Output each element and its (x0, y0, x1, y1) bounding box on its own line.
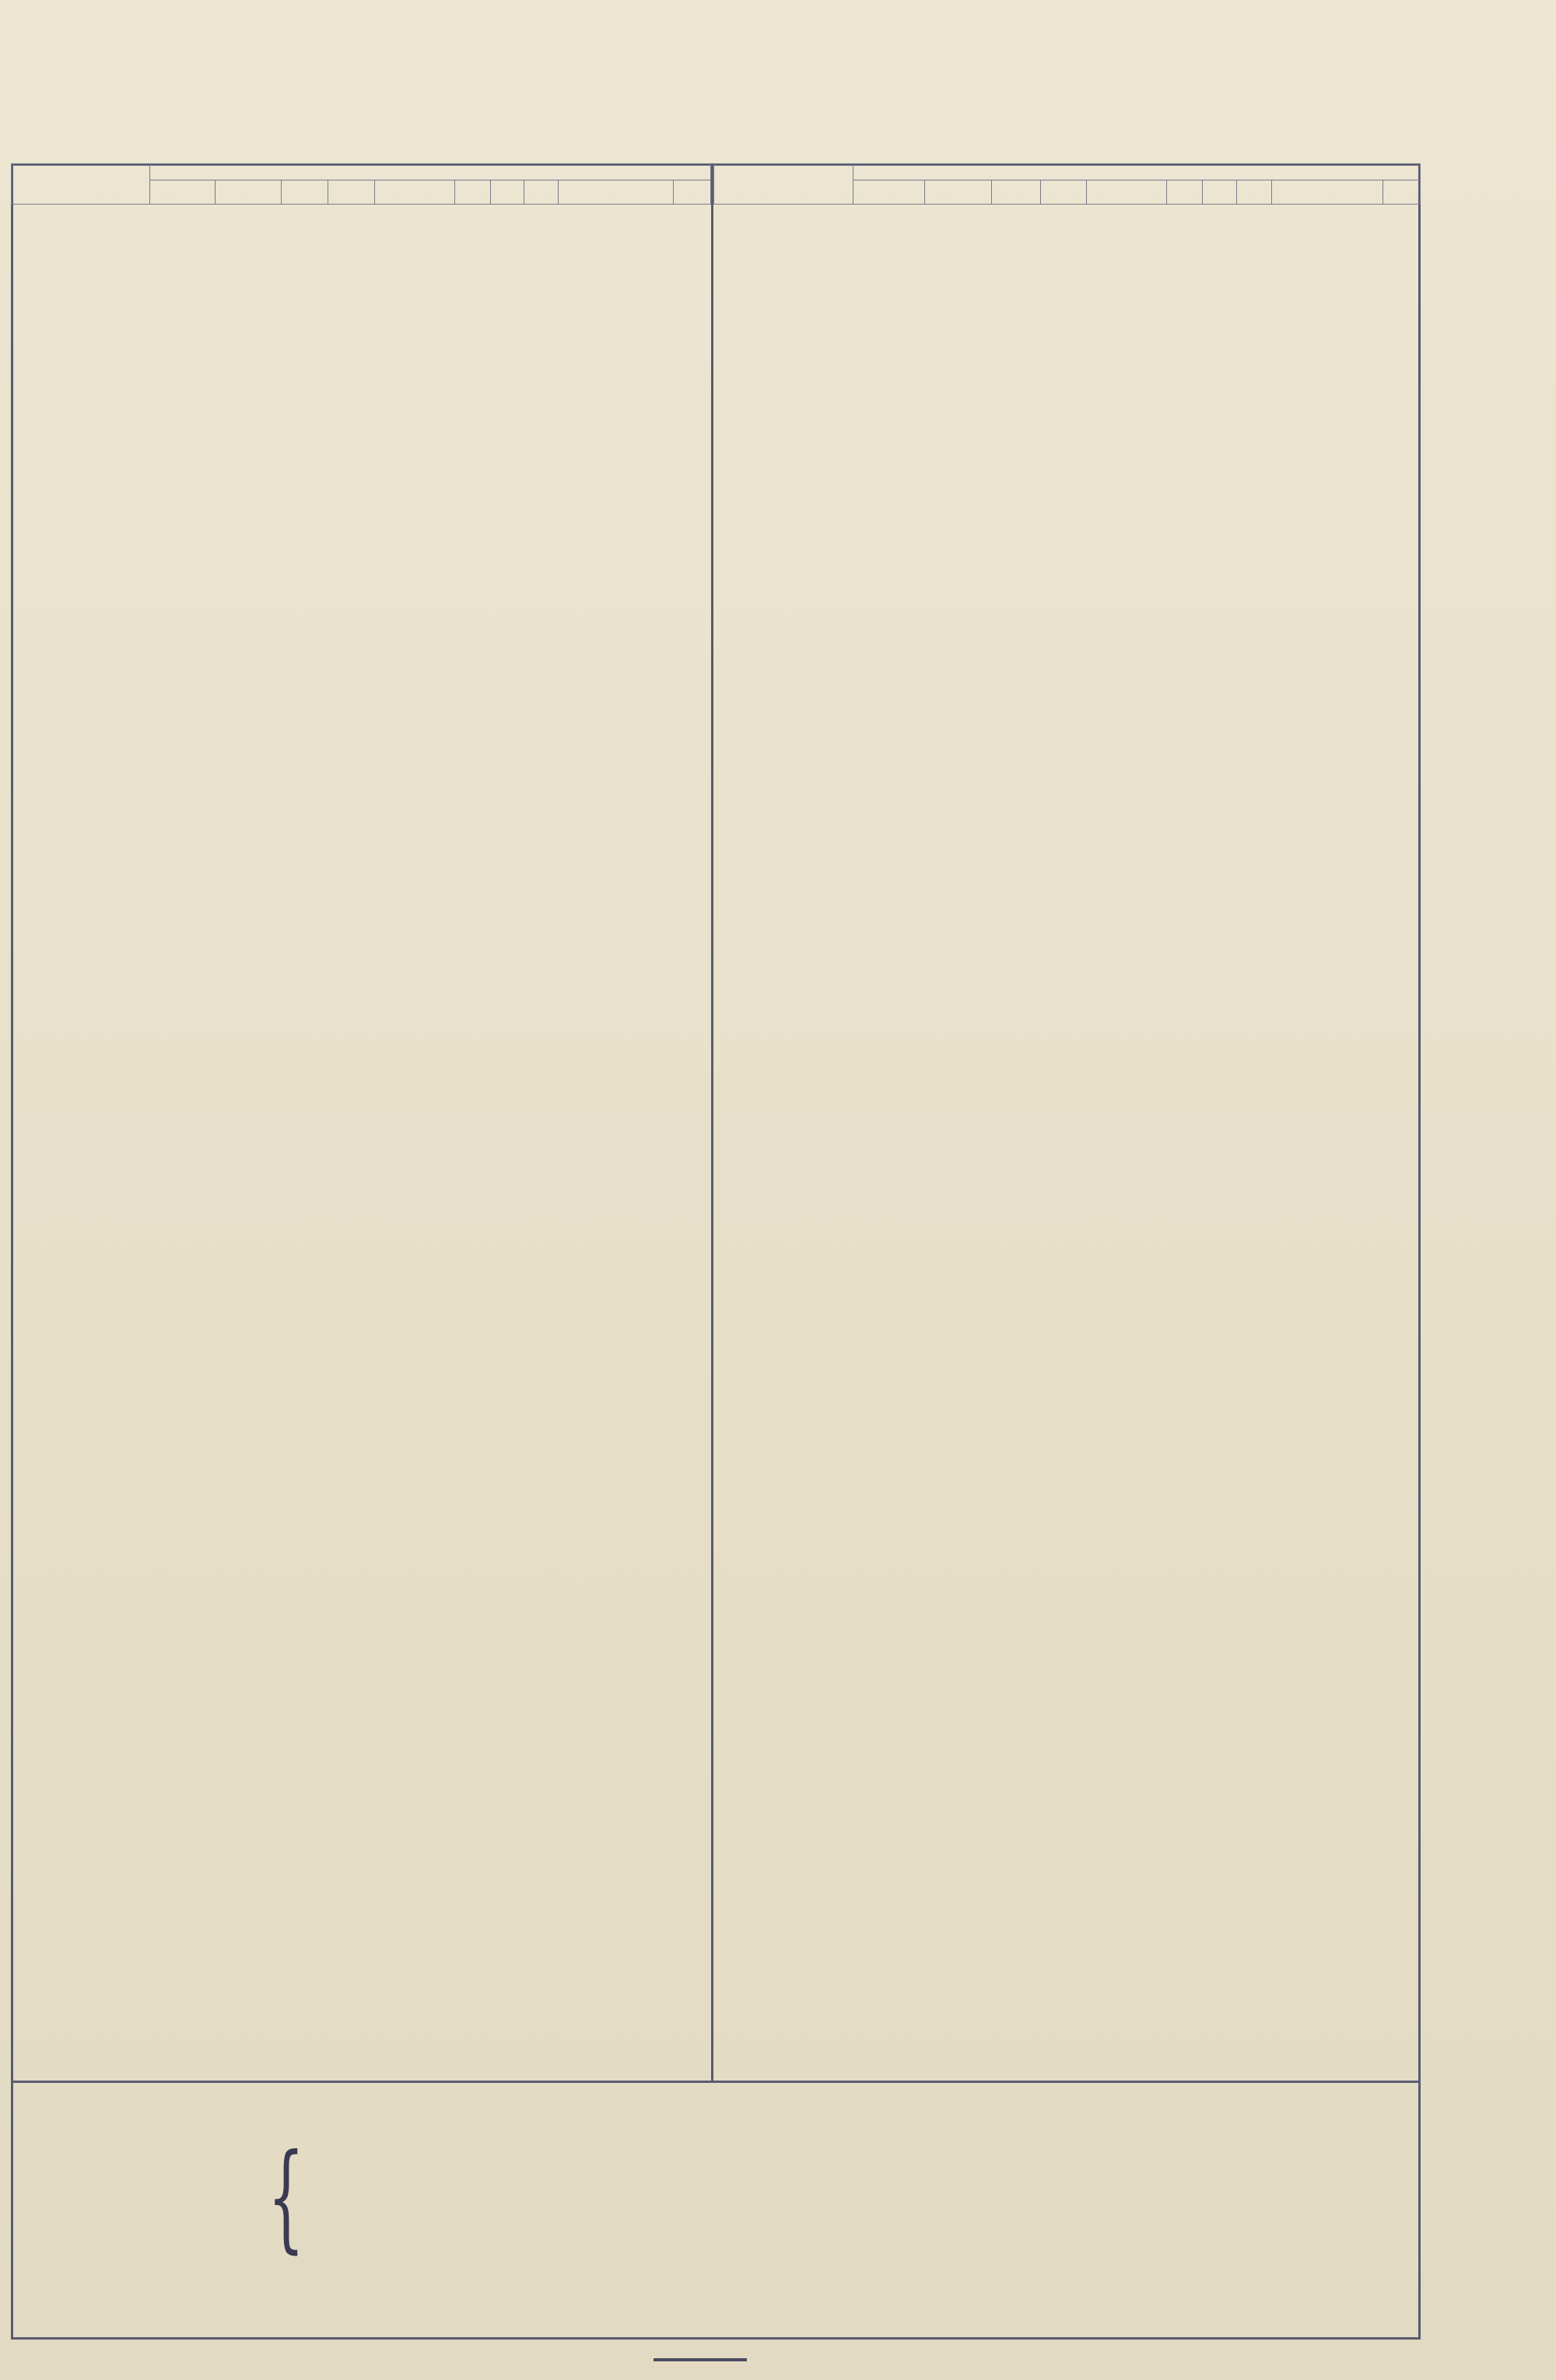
left-header-col-3 (282, 180, 328, 205)
right-header-col-7 (1203, 180, 1237, 205)
bottom-rule (654, 2358, 747, 2361)
left-header-col-9 (558, 180, 674, 205)
ship-reports-section (11, 2083, 1421, 2340)
right-header-col-9 (1271, 180, 1383, 205)
right-header-station (714, 164, 853, 205)
right-header-col-1 (853, 180, 924, 205)
left-header-col-1 (149, 180, 216, 205)
left-header-col-4 (328, 180, 375, 205)
right-header-col-4 (1041, 180, 1087, 205)
right-station-table (713, 163, 1421, 205)
left-panel (11, 163, 711, 2083)
left-header-morgen (149, 164, 710, 180)
left-header-col-2 (216, 180, 282, 205)
right-header-morgen (853, 164, 1420, 180)
right-header-col-8 (1237, 180, 1271, 205)
left-header-col-6 (455, 180, 490, 205)
right-header-col-2 (925, 180, 992, 205)
right-header-col-6 (1167, 180, 1203, 205)
brace-symbol: { (267, 2130, 305, 2265)
left-header-col-5 (375, 180, 455, 205)
right-header-col-5 (1087, 180, 1167, 205)
left-header-col-7 (490, 180, 524, 205)
left-station-table (11, 163, 711, 205)
right-header-col-3 (992, 180, 1041, 205)
right-header-col-10 (1383, 180, 1420, 205)
left-header-station (12, 164, 150, 205)
left-header-col-8 (524, 180, 558, 205)
right-panel (711, 163, 1421, 2083)
left-header-col-10 (674, 180, 711, 205)
